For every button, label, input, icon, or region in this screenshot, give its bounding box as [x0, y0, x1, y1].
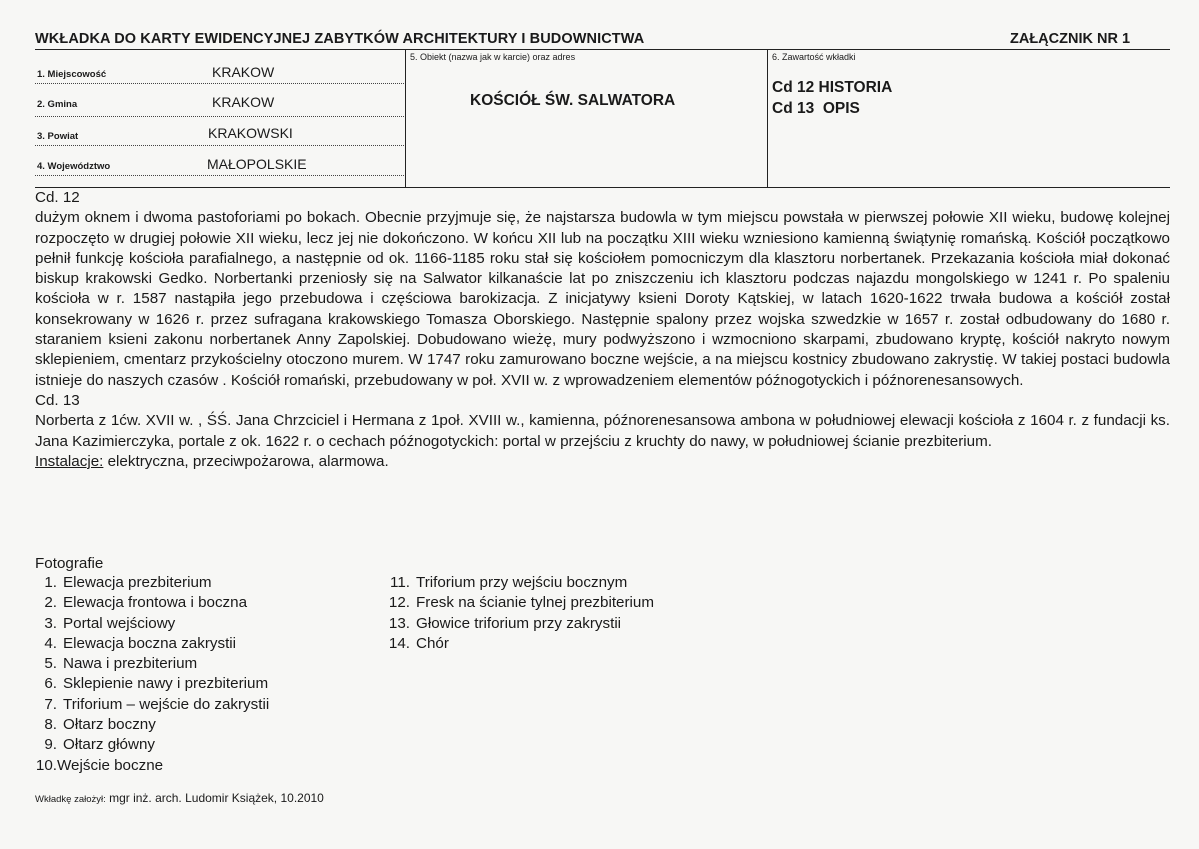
photo-item: 12. Fresk na ścianie tylnej prezbiterium — [388, 594, 655, 612]
object-name: KOŚCIÓŁ ŚW. SALWATORA — [470, 92, 676, 109]
cd12-text: dużym oknem i dwoma pastoforiami po bokach. Obecnie przyjmuje się, że najstarsza budowla w tym miejscu powstała w pierwszej połowie XII wieku, budowę kolejnej rozpoczęto w drugiej połowie XII wieku, lecz jej nie dokończono. W końcu XII lub na początku XIII wieku wzniesiono kamienną świątynię romańską. Kościół początkowo pełnił funkcję kościoła parafialnego, a następnie od ok. 1166-1185 roku stał się kościołem pomocniczym dla klasztoru norbertanek. Przekazania kościoła miał dokonać biskup krakowski Gedko. Norbertanki przeniosły się na Salwator kilkanaście lat po zniszczeniu ich klasztoru podczas najazdu mongolskiego w 1241 r. Po spaleniu kościoła w r. 1587 nastąpiła jego przebudowa i częściowa barokizacja. Z inicjatywy ksieni Doroty Kątskiej, w latach 1620-1622 trwała budowa a kościół został konsekrowany w 1626 r. przez sufragana krakowskiego Tomasza Oborskiego. Następnie spalony przez wojska szwedzkie w 1657 r. został odbudowany do 1680 r. staraniem ksieni zakonu norbertanek Anny Zapolskiej. Dobudowano wieżę, mury podwyższono i wzmocniono skarpami, zbudowano kryptę, kościół nakryto nowym sklepieniem, cmentarz przykościelny otoczono murem. W 1747 roku zamurowano boczne wejście, a na miejscu kostnicy zbudowano zakrystię. W takiej postaci budowla istnieje do naszych czasów . Kościół romański, przebudowany w poł. XVII w. z wprowadzeniem elementów późnogotyckich i późnorenesansowych. — [35, 209, 1170, 389]
photo-item: 7. Triforium – wejście do zakrystii — [44, 695, 270, 713]
column-divider-2 — [767, 49, 768, 187]
cd13-heading: Cd. 13 — [35, 391, 80, 409]
photo-list-left — [35, 573, 269, 776]
cd12-heading: Cd. 12 — [35, 189, 80, 206]
contents-item-history: Cd 12 HISTORIA — [772, 79, 893, 96]
field-rule-2 — [35, 116, 404, 117]
photo-item: 13. Głowice triforium przy zakrystii — [388, 614, 622, 632]
field-value-commune: KRAKOW — [212, 94, 275, 110]
cd13-text: Norberta z 1ćw. XVII w. , ŚŚ. Jana Chrzciciel i Hermana z 1poł. XVIII w., kamienna, późnorenesansowa ambona w południowej elewacji kościoła z 1604 r. z fundacji ks. Jana Kazimierczyka, portale z ok. 1622 r. o cechach późnogotyckich: portal w przejściu z kruchty do nawy, w południowej ścianie prezbiterium. — [35, 412, 1170, 450]
photo-item: 9. Ołtarz główny — [44, 736, 156, 754]
contents-label: 6. Zawartość wkładki — [772, 52, 856, 62]
document-title: WKŁADKA DO KARTY EWIDENCYJNEJ ZABYTKÓW ARCHITEKTURY I BUDOWNICTWA — [35, 31, 645, 47]
field-label-county: 3. Powiat — [37, 131, 79, 142]
field-value-county: KRAKOWSKI — [208, 125, 293, 141]
header-rule — [35, 49, 1170, 50]
installations-value: elektryczna, przeciwpożarowa, alarmowa. — [103, 452, 389, 470]
field-rule-4 — [35, 175, 404, 176]
footer-label: Wkładkę założył: — [35, 794, 106, 805]
photo-item: 3. Portal wejściowy — [44, 614, 176, 632]
photo-item: 6. Sklepienie nawy i prezbiterium — [44, 675, 269, 693]
field-value-voivodeship: MAŁOPOLSKIE — [207, 156, 307, 172]
field-value-locality: KRAKOW — [212, 64, 275, 80]
object-label: 5. Obiekt (nazwa jak w karcie) oraz adres — [410, 52, 576, 62]
photo-item: 14. Chór — [388, 634, 449, 652]
photo-item: 4. Elewacja boczna zakrystii — [44, 634, 237, 652]
contents-item-description: Cd 13 OPIS — [772, 100, 860, 117]
column-divider-1 — [405, 49, 406, 187]
field-rule-1 — [35, 83, 404, 84]
photo-item: 8. Ołtarz boczny — [44, 716, 156, 734]
photo-item: 1. Elewacja prezbiterium — [44, 574, 212, 591]
photo-list-right — [388, 573, 654, 654]
photos-title: Fotografie — [35, 555, 104, 572]
annex-label: ZAŁĄCZNIK NR 1 — [1010, 31, 1131, 47]
photo-item: 5. Nawa i prezbiterium — [44, 655, 198, 673]
installations-label: Instalacje: — [35, 452, 104, 470]
footer-author — [35, 791, 324, 805]
installations-line — [35, 452, 1170, 472]
photo-item: 11. Triforium przy wejściu bocznym — [390, 574, 628, 591]
field-rule-3 — [35, 145, 404, 146]
field-label-voivodeship: 4. Województwo — [37, 161, 111, 172]
photo-item: 2. Elewacja frontowa i boczna — [44, 594, 248, 612]
body-text — [35, 188, 1170, 472]
footer-author-value: mgr inż. arch. Ludomir Książek, 10.2010 — [105, 791, 324, 805]
photo-item: 10.Wejście boczne — [35, 756, 164, 774]
field-label-locality: 1. Miejscowość — [37, 69, 107, 80]
field-label-commune: 2. Gmina — [37, 99, 78, 110]
